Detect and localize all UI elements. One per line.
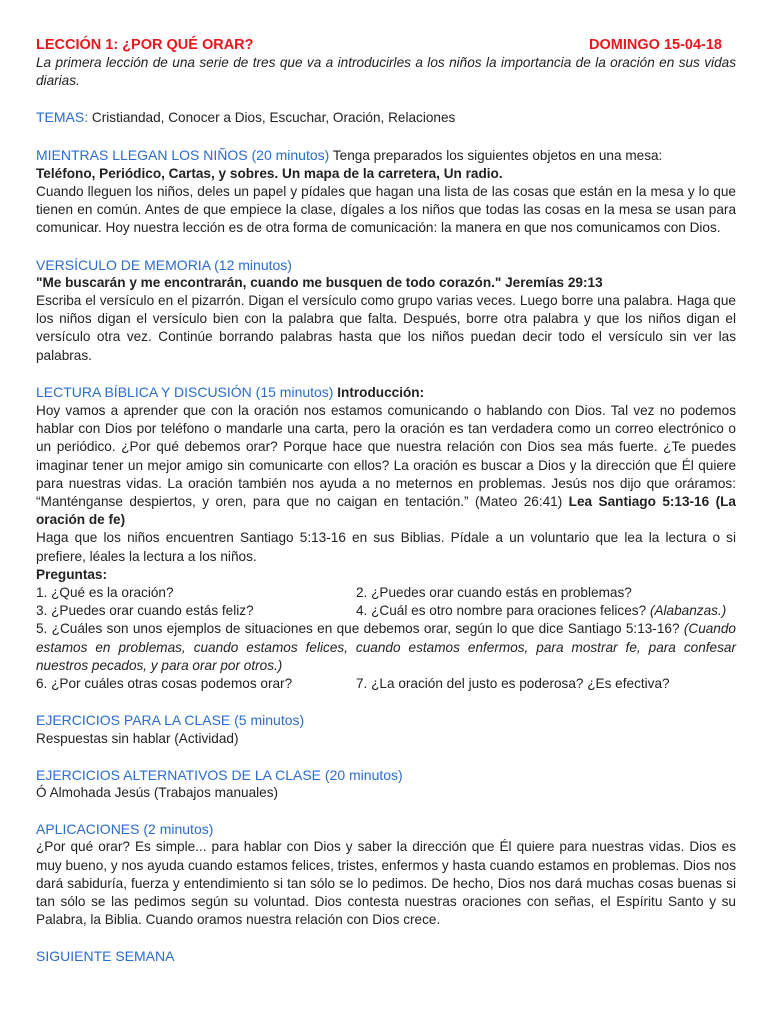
alternativos-body: Ó Almohada Jesús (Trabajos manuales) (36, 784, 279, 800)
question-2: 2. ¿Puedes orar cuando estás en problemas? (356, 585, 632, 601)
alternativos-heading: EJERCICIOS ALTERNATIVOS DE LA CLASE (20 minutos) (36, 766, 403, 783)
question-5-text: 5. ¿Cuáles son unos ejemplos de situaciones en que debemos orar, según lo que dice Santiago 5:13-16? (36, 621, 684, 637)
lectura-intro-label: Introducción: (333, 384, 425, 400)
questions-grid (36, 584, 736, 693)
question-6: 6. ¿Por cuáles otras cosas podemos orar? (36, 676, 293, 692)
question-3: 3. ¿Puedes orar cuando estás feliz? (36, 603, 254, 619)
llegan-heading: MIENTRAS LLEGAN LOS NIÑOS (20 minutos) (36, 146, 330, 163)
llegan-lead: Tenga preparados los siguientes objetos en una mesa: (329, 147, 663, 163)
lectura-heading: LECTURA BÍBLICA Y DISCUSIÓN (15 minutos) (36, 383, 334, 400)
versiculo-body: Escriba el versículo en el pizarrón. Digan el versículo como grupo varias veces. Luego borre una palabra. Haga que los niños digan el versículo bien con la palabra que falta. Después, borre otra palabra y que los niños digan el versículo otra vez. Continúe borrando palabras hasta que los niños puedan decir todo el versículo sin ver las palabras. (36, 293, 736, 363)
aplicaciones-heading: APLICACIONES (2 minutos) (36, 821, 214, 838)
llegan-line (36, 146, 736, 165)
question-7: 7. ¿La oración del justo es poderosa? ¿Es efectiva? (356, 676, 670, 692)
title-row (36, 36, 736, 54)
llegan-body: Cuando lleguen los niños, deles un papel y pídales que hagan una lista de las cosas que están en la mesa y lo que tienen en común. Antes de que empiece la clase, dígales a los niños que todas las cosas en la mesa se usan para comunicar. Hoy nuestra lección es de otra forma de comunicación: la manera en que nos comunicamos con Dios. (36, 184, 736, 236)
ejercicios-heading: EJERCICIOS PARA LA CLASE (5 minutos) (36, 712, 305, 729)
lesson-date: DOMINGO 15-04-18 (589, 37, 722, 53)
question-1: 1. ¿Qué es la oración? (36, 585, 174, 601)
lectura-reading: Lea Santiago 5:13-16 (La oración de fe) (36, 494, 736, 528)
temas-label: TEMAS: (36, 109, 89, 126)
lectura-body-text: Hoy vamos a aprender que con la oración nos estamos comunicando o hablando con Dios. Tal vez no podemos hablar con Dios por teléfono o mandarle una carta, pero la oración es tan verdadera como un correo electrónico o un periódico. ¿Por qué debemos orar? Porque hace que nuestra relación con Dios sea más fuerte. ¿Te puedes imaginar tener un mejor amigo sin comunicarte con ellos? La oración es buscar a Dios y la dirección que Él quiere para nuestras vidas. La oración también nos ayuda a no meternos en problemas. Jesús nos dijo que oráramos: “Manténganse despiertos, y oren, para que no caigan en tentación.” (Mateo 26:41) (36, 403, 736, 510)
lectura-instructions: Haga que los niños encuentren Santiago 5:13-16 en sus Biblias. Pídale a un voluntario que lea la lectura o si prefiere, léales la lectura a los niños. (36, 530, 736, 564)
question-4-answer: (Alabanzas.) (649, 603, 727, 619)
ejercicios-body: Respuestas sin hablar (Actividad) (36, 730, 239, 746)
versiculo-heading: VERSÍCULO DE MEMORIA (12 minutos) (36, 256, 292, 273)
question-5 (36, 620, 736, 675)
lesson-intro: La primera lección de una serie de tres que va a introducirles a los niños la importancia de la oración en sus vidas diarias. (36, 55, 736, 89)
aplicaciones-body: ¿Por qué orar? Es simple... para hablar con Dios y saber la dirección que Él quiere para nuestras vidas. Dios es muy bueno, y nos ayuda cuando estamos felices, tristes, enfermos y hasta cuando estamos en problemas. Dios nos dará sabiduría, fuerza y entendimiento si tan sólo se lo pedimos. De hecho, Dios nos dará muchas cosas buenas si tan sólo se las pedimos según su voluntad. Dios contesta nuestras oraciones con señas, el Espíritu Santo y su Palabra, la Biblia. Cuando oramos nuestra relación con Dios crece. (36, 839, 736, 928)
lesson-title: LECCIÓN 1: ¿POR QUÉ ORAR? (36, 37, 254, 53)
temas-line (36, 108, 736, 127)
siguiente-heading: SIGUIENTE SEMANA (36, 948, 175, 965)
versiculo-verse: "Me buscarán y me encontrarán, cuando me busquen de todo corazón." Jeremías 29:13 (36, 274, 603, 290)
lectura-body (36, 402, 736, 529)
question-4 (356, 602, 736, 620)
llegan-objects: Teléfono, Periódico, Cartas, y sobres. Un mapa de la carretera, Un radio. (36, 165, 503, 181)
question-4-text: 4. ¿Cuál es otro nombre para oraciones felices? (356, 603, 650, 619)
questions-label: Preguntas: (36, 566, 108, 582)
question-5-answer: (Cuando estamos en problemas, cuando estamos felices, cuando estamos enfermos, para mostrar fe, para confesar nuestros pecados, y para orar por otros.) (36, 621, 736, 673)
lectura-heading-line (36, 383, 736, 402)
temas-text: Cristiandad, Conocer a Dios, Escuchar, Oración, Relaciones (88, 110, 456, 126)
